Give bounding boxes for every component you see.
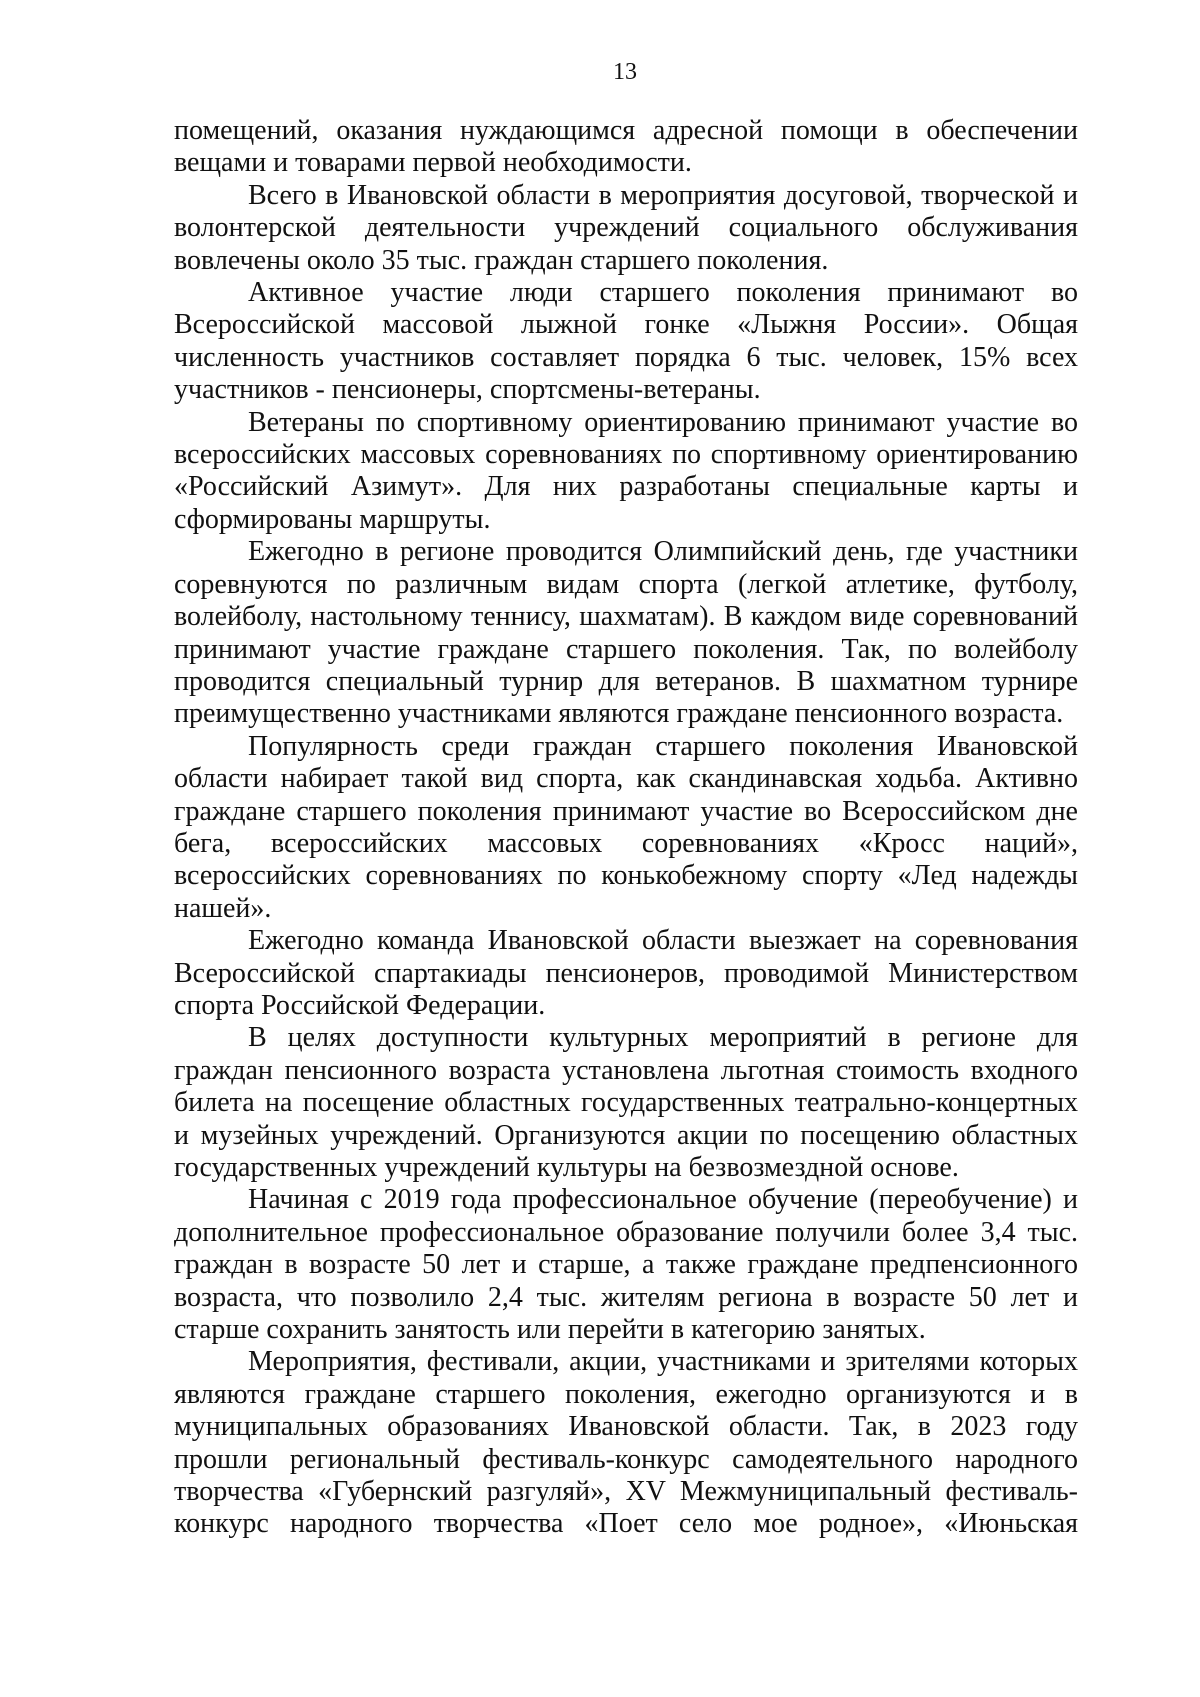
paragraph-olympic-day: Ежегодно в регионе проводится Олимпийский день, где участники соревнуются по различным видам спорта (легкой атлетике, футболу, волейболу, настольному теннису, шахматам). В каждом виде соревнований принимают участие граждане старшего поколения. Так, по волейболу проводится специальный турнир для ветеранов. В шахматном турнире преимущественно участниками являются граждане пенсионного возраста. xyxy=(174,536,1078,730)
paragraph-nordic-walking: Популярность среди граждан старшего поколения Ивановской области набирает такой вид спорта, как скандинавская ходьба. Активно граждане старшего поколения принимают участие во Всероссийском дне бега, всероссийских массовых соревнованиях «Кросс наций», всероссийских соревнованиях по конькобежному спорту «Лед надежды нашей». xyxy=(174,730,1078,924)
paragraph-professional-training: Начиная с 2019 года профессиональное обучение (переобучение) и дополнительное профессиональное образование получили более 3,4 тыс. граждан в возрасте 50 лет и старше, а также граждане предпенсионного возраста, что позволило 2,4 тыс. жителям региона в возрасте 50 лет и старше сохранить занятость или перейти в категорию занятых. xyxy=(174,1184,1078,1346)
paragraph-orienteering: Ветераны по спортивному ориентированию принимают участие во всероссийских массовых соревнованиях по спортивному ориентированию «Российский Азимут». Для них разработаны специальные карты и сформированы маршруты. xyxy=(174,406,1078,535)
paragraph-municipal-festivals: Мероприятия, фестивали, акции, участниками и зрителями которых являются граждане старшего поколения, ежегодно организуются и в муниципальных образованиях Ивановской области. Так, в 2023 году прошли региональный фестиваль-конкурс самодеятельного народного творчества «Губернский разгуляй», XV Межмуниципальный фестиваль-конкурс народного творчества «Поет село мое родное», «Июньская xyxy=(174,1346,1078,1540)
page-number: 13 xyxy=(613,59,637,85)
paragraph-leisure-activities: Всего в Ивановской области в мероприятия досуговой, творческой и волонтерской деятельности учреждений социального обслуживания вовлечены около 35 тыс. граждан старшего поколения. xyxy=(174,179,1078,276)
paragraph-continuation: помещений, оказания нуждающимся адресной помощи в обеспечении вещами и товарами первой необходимости. xyxy=(174,115,1078,179)
paragraph-spartakiad: Ежегодно команда Ивановской области выезжает на соревнования Всероссийской спартакиады пенсионеров, проводимой Министерством спорта Российской Федерации. xyxy=(174,925,1078,1021)
paragraph-culture-access: В целях доступности культурных мероприятий в регионе для граждан пенсионного возраста установлена льготная стоимость входного билета на посещение областных государственных театрально-концертных и музейных учреждений. Организуются акции по посещению областных государственных учреждений культуры на безвозмездной основе. xyxy=(174,1022,1078,1183)
document-body xyxy=(174,115,1078,1541)
paragraph-ski-race: Активное участие люди старшего поколения принимают во Всероссийской массовой лыжной гонке «Лыжня России». Общая численность участников составляет порядка 6 тыс. человек, 15% всех участников - пенсионеры, спортсмены-ветераны. xyxy=(174,277,1078,406)
